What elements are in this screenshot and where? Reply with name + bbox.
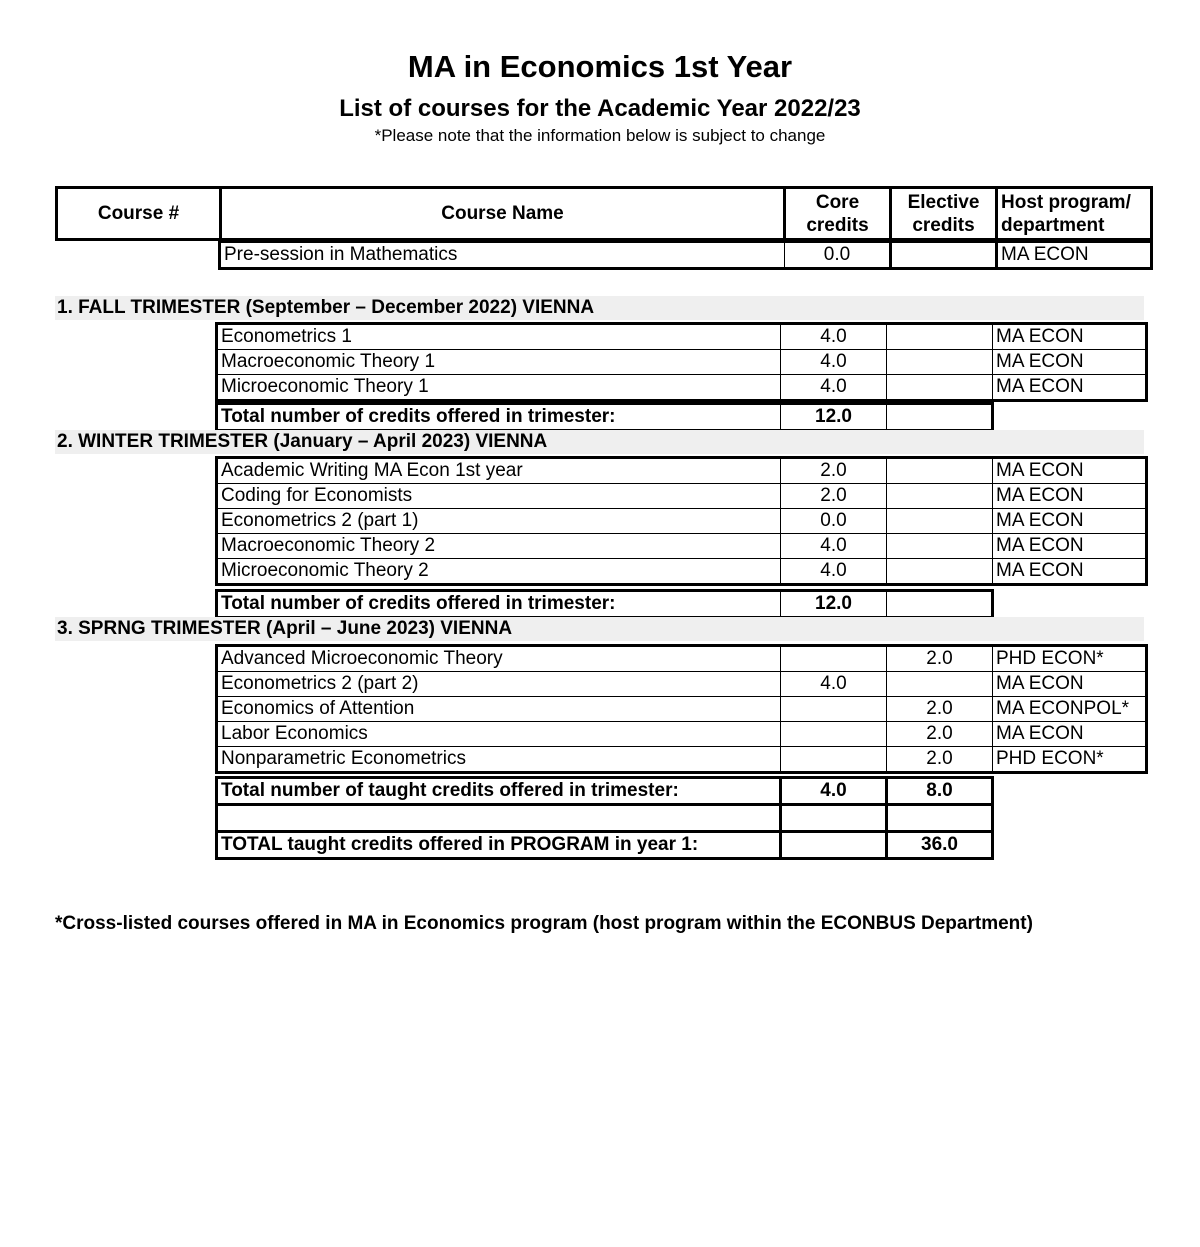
spacer-cell [887,805,993,832]
table-row [217,722,1147,747]
table-row [217,559,1147,585]
spacer-cell [217,805,781,832]
host-program: MA ECON [993,509,1147,534]
header-host-program [997,188,1152,240]
spacer-row [217,805,993,832]
presession-table [218,240,1153,270]
course-name: Microeconomic Theory 1 [217,375,781,401]
core-credits [781,646,887,672]
total-row [217,404,993,431]
section-fall-label: 1. FALL TRIMESTER (September – December 2022) VIENNA [55,296,1144,320]
core-credits: 4.0 [781,672,887,697]
total-core-credits: 12.0 [781,404,887,431]
program-total-row [217,832,993,859]
table-row [217,646,1147,672]
table-row [217,747,1147,773]
host-program: MA ECON [993,375,1147,401]
elective-credits [887,375,993,401]
course-name: Microeconomic Theory 2 [217,559,781,585]
header-core-line2: credits [806,214,869,236]
elective-credits [887,350,993,375]
host-program: MA ECON [993,458,1147,484]
core-credits: 4.0 [781,534,887,559]
elective-credits [887,484,993,509]
total-elective-credits [887,591,993,618]
total-core-credits: 12.0 [781,591,887,618]
course-name: Academic Writing MA Econ 1st year [217,458,781,484]
total-elective-credits: 8.0 [887,778,993,805]
host-program: MA ECON [993,559,1147,585]
host-program: MA ECON [993,350,1147,375]
table-row [217,458,1147,484]
course-name: Econometrics 2 (part 2) [217,672,781,697]
section-winter-label: 2. WINTER TRIMESTER (January – April 2023) VIENNA [55,430,1144,454]
elective-credits: 2.0 [887,697,993,722]
core-credits: 4.0 [781,559,887,585]
core-credits: 4.0 [781,324,887,350]
header-course-number: Course # [57,188,221,240]
header-host-line2: department [1001,214,1105,236]
host-program: PHD ECON* [993,646,1147,672]
table-row [217,324,1147,350]
course-name: Advanced Microeconomic Theory [217,646,781,672]
total-label: Total number of credits offered in trimester: [217,404,781,431]
header-core-line1: Core [815,191,860,213]
total-core-credits: 4.0 [781,778,887,805]
section-spring-label: 3. SPRNG TRIMESTER (April – June 2023) VIENNA [55,617,1144,641]
core-credits [781,747,887,773]
program-total-label: TOTAL taught credits offered in PROGRAM in year 1: [217,832,781,859]
elective-credits: 2.0 [887,722,993,747]
elective-credits: 2.0 [887,646,993,672]
fall-total-table [215,402,994,432]
host-program: MA ECON [997,242,1152,269]
spring-total-table [215,776,994,860]
core-credits: 4.0 [781,350,887,375]
spacer-cell [781,805,887,832]
elective-credits [891,242,997,269]
course-name: Nonparametric Econometrics [217,747,781,773]
host-program: MA ECON [993,722,1147,747]
elective-credits [887,534,993,559]
host-program: MA ECON [993,672,1147,697]
table-row [217,534,1147,559]
core-credits: 2.0 [781,458,887,484]
table-row [217,375,1147,401]
core-credits: 4.0 [781,375,887,401]
elective-credits [887,509,993,534]
core-credits [781,697,887,722]
header-elective-line1: Elective [907,191,980,213]
program-total-core [781,832,887,859]
table-row [217,697,1147,722]
table-row [217,484,1147,509]
course-name: Labor Economics [217,722,781,747]
core-credits: 0.0 [781,509,887,534]
footnote: *Cross-listed courses offered in MA in Economics program (host program within the ECONBUS Department) [55,913,1033,934]
program-total-elective: 36.0 [887,832,993,859]
winter-courses-table [215,456,1148,586]
header-host-line1: Host program/ [1001,191,1131,213]
page-subtitle: List of courses for the Academic Year 2022/23 [339,95,861,122]
table-row [217,509,1147,534]
header-core-credits [785,188,891,240]
total-label: Total number of taught credits offered in trimester: [217,778,781,805]
spring-courses-table [215,644,1148,774]
course-name: Econometrics 2 (part 1) [217,509,781,534]
course-name: Macroeconomic Theory 1 [217,350,781,375]
elective-credits: 2.0 [887,747,993,773]
course-name: Macroeconomic Theory 2 [217,534,781,559]
table-header [55,186,1153,241]
fall-courses-table [215,322,1148,402]
header-elective-credits [891,188,997,240]
page-title: MA in Economics 1st Year [407,49,793,84]
table-row [220,242,1152,269]
host-program: MA ECONPOL* [993,697,1147,722]
total-row [217,591,993,618]
total-row [217,778,993,805]
change-note: *Please note that the information below is subject to change [374,126,826,145]
header-elective-line2: credits [912,214,975,236]
host-program: MA ECON [993,324,1147,350]
course-name: Pre-session in Mathematics [220,242,785,269]
core-credits [781,722,887,747]
elective-credits [887,672,993,697]
table-row [217,672,1147,697]
total-elective-credits [887,404,993,431]
core-credits: 0.0 [785,242,891,269]
winter-total-table [215,589,994,619]
course-name: Econometrics 1 [217,324,781,350]
total-label: Total number of credits offered in trimester: [217,591,781,618]
elective-credits [887,559,993,585]
elective-credits [887,458,993,484]
core-credits: 2.0 [781,484,887,509]
course-name: Coding for Economists [217,484,781,509]
course-name: Economics of Attention [217,697,781,722]
header-course-name: Course Name [221,188,785,240]
host-program: MA ECON [993,534,1147,559]
table-row [217,350,1147,375]
host-program: PHD ECON* [993,747,1147,773]
host-program: MA ECON [993,484,1147,509]
elective-credits [887,324,993,350]
